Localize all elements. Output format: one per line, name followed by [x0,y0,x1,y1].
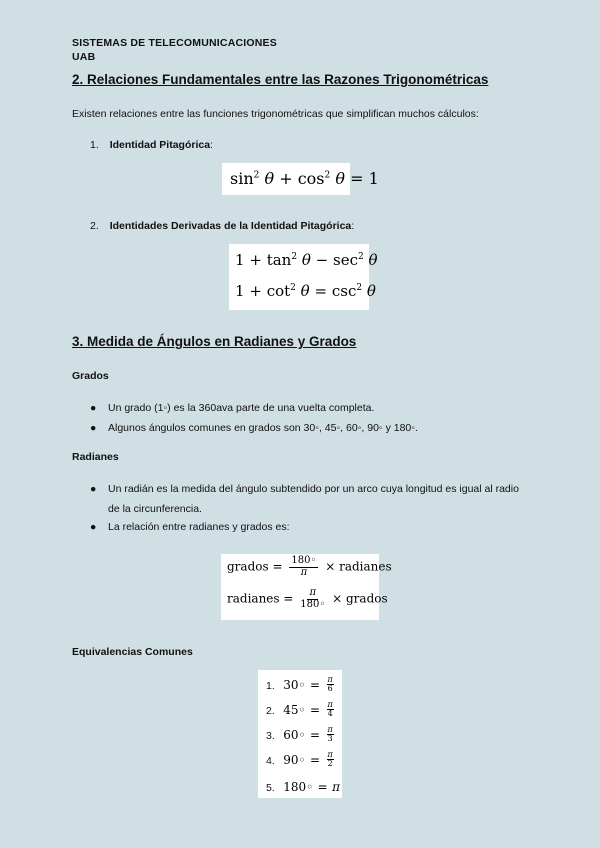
degrees-from-radians: grados = $\frac{180◦}{\pi}$ × radianes [227,555,392,578]
list-item: ● Un grado (1◦) es la 360ava parte de una vuelta completa. [90,402,375,414]
item-number: 2. [90,220,99,232]
cot-csc-identity: $1 + \cot^2 \theta = \csc^2 \theta$ [235,282,376,300]
item-label: Identidades Derivadas de la Identidad Pitagórica [109,220,352,232]
grados-heading: Grados [72,370,109,382]
list-item: 3. 60◦ = $\frac{\pi}{3}$ [266,725,333,744]
list-item: ● Algunos ángulos comunes en grados son 30◦, 45◦, 60◦, 90◦ y 180◦. [90,422,418,434]
conversion-formula [221,554,392,620]
pythagorean-identity-formula: $\sin^2 \theta + \cos^2 \theta = 1$ [222,163,350,195]
radians-from-degrees: radianes = $\frac{\pi}{180◦}$ × grados [227,587,388,610]
list-item: 5. 180◦ = π [266,780,341,794]
section-2-title: 2. Relaciones Fundamentales entre las Razones Trigonométricas [72,72,489,87]
section-3-title: 3. Medida de Ángulos en Radianes y Grados [72,334,357,349]
item-suffix: : [210,139,213,151]
list-item: ● La relación entre radianes y grados es: [90,521,290,533]
tan-sec-identity: $1 + \tan^2 \theta - \sec^2 \theta$ [235,251,378,269]
derived-identities-formula [229,244,378,310]
list-item: 1. 30◦ = $\frac{\pi}{6}$ [266,675,333,694]
item-label: Identidad Pitagórica [109,139,211,151]
item-suffix: : [351,220,355,232]
item-number: 1. [90,139,99,151]
list-item-1 [90,139,213,151]
section-2-intro: Existen relaciones entre las funciones trigonométricas que simplifican muchos cálculos: [72,108,479,120]
radianes-heading: Radianes [72,451,119,463]
list-item: ● Un radián es la medida del ángulo subtendido por un arco cuya longitud es igual al radio de la circunferencia. [90,483,519,515]
equivalencias-heading: Equivalencias Comunes [72,646,193,658]
equivalences-list [258,670,342,798]
course-title: SISTEMAS DE TELECOMUNICACIONES [72,37,277,49]
list-item-2 [90,220,354,232]
institution: UAB [72,51,96,63]
list-item: 4. 90◦ = $\frac{\pi}{2}$ [266,750,333,769]
list-item: 2. 45◦ = $\frac{\pi}{4}$ [266,700,333,719]
